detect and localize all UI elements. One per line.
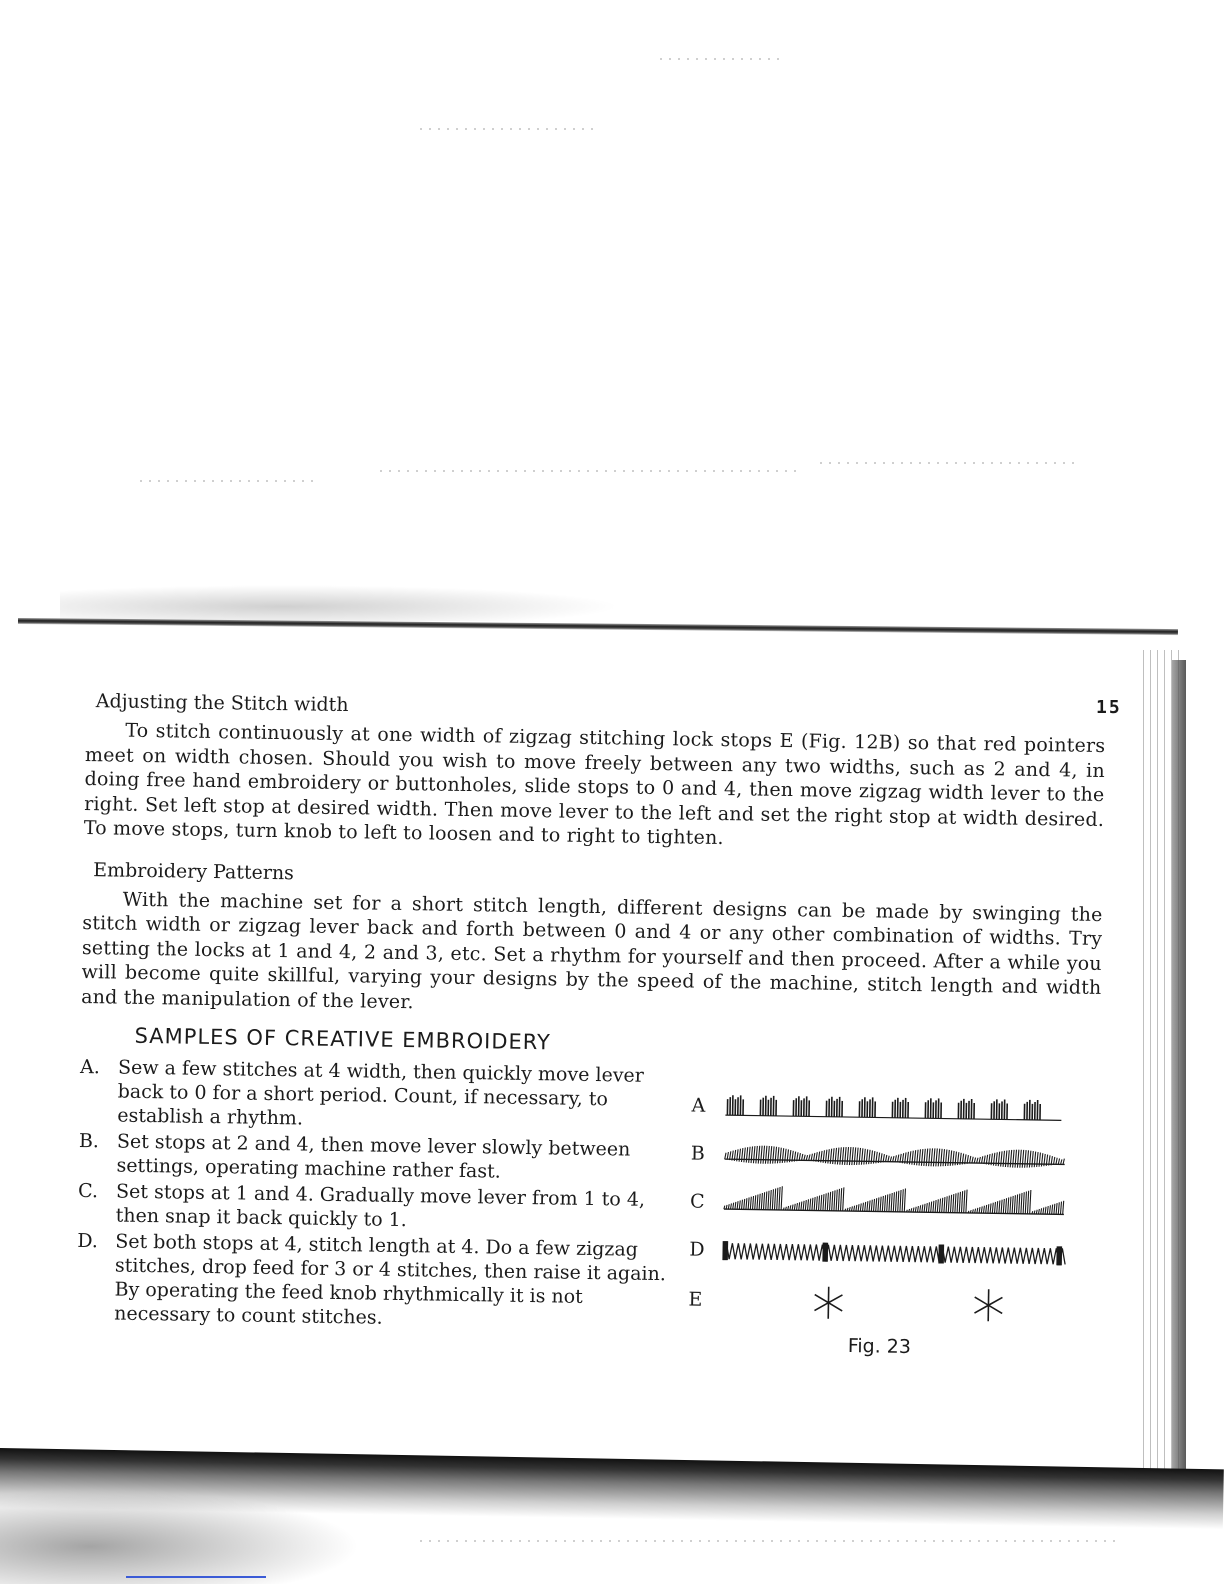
stitch-mark [917, 1150, 918, 1166]
stitch-mark [849, 1147, 850, 1165]
section-heading-embroidery-patterns: Embroidery Patterns [93, 858, 295, 884]
stitch-mark [1019, 1194, 1020, 1214]
stitch-mark [953, 1151, 954, 1166]
stitch-mark [823, 1194, 824, 1211]
stitch-mark [948, 1150, 949, 1166]
stitch-mark [929, 1148, 930, 1166]
stitch-mark [809, 1154, 810, 1160]
stitch-width-text: To stitch continuously at one width of zigzag stitching lock stops E (Fig. 12B) so that red pointers meet on width chosen. Should you wish to move freely between any two widths, such as 2 and 4, in doing free hand embroidery or buttonholes, slide stops to 0 and 4, then move zigzag width lever to the right. Set left stop at desired width. Then move lever to the left and set the right stop at width desired. To move stops, turn knob to left to loosen and to right to tighten. [83, 719, 1106, 850]
scan-speckle [420, 1540, 1120, 1542]
stitch-mark [1005, 1150, 1006, 1167]
stitch-mark [948, 1196, 949, 1213]
stitch-mark [744, 1199, 745, 1209]
stitch-mark [1058, 1202, 1059, 1214]
stitch-mark [922, 1205, 923, 1213]
stitch-mark [723, 1243, 1065, 1264]
stitch-mark [733, 1203, 734, 1210]
stitch-mark [959, 1192, 960, 1213]
stitch-mark [935, 1200, 936, 1212]
figure-row-d [689, 1229, 1080, 1275]
stitch-mark [761, 1146, 762, 1164]
stitch-mark [898, 1191, 899, 1212]
stitch-mark [828, 1303, 842, 1311]
stitch-mark [1017, 1150, 1018, 1168]
stitch-mark [1012, 1196, 1013, 1214]
stitch-mark [1045, 1207, 1046, 1214]
stitch-mark [880, 1197, 881, 1212]
stitch-mark [893, 1192, 894, 1212]
stitch-mark [804, 1155, 805, 1160]
stitch-mark [979, 1157, 980, 1163]
stitch-mark [731, 1203, 732, 1209]
blue-underline [126, 1576, 266, 1578]
stitch-mark [1029, 1151, 1030, 1168]
stitch-mark [921, 1149, 922, 1166]
stitch-mark [1020, 1150, 1021, 1168]
stitch-pattern-ramp [720, 1181, 1071, 1226]
stitch-mark [895, 1155, 896, 1162]
stitch-mark [936, 1148, 937, 1166]
figure-caption: Fig. 23 [847, 1335, 912, 1359]
stitch-mark [833, 1148, 834, 1164]
stitch-mark [739, 1200, 740, 1209]
section-heading-stitch-width: Adjusting the Stitch width [95, 690, 349, 717]
stitch-mark [1010, 1197, 1011, 1214]
stitch-mark [1021, 1193, 1022, 1214]
stitch-mark [777, 1147, 778, 1163]
stitch-mark [830, 1149, 831, 1164]
stitch-mark [957, 1193, 958, 1213]
stitch-mark [1056, 1158, 1057, 1165]
stitch-mark [990, 1203, 991, 1213]
stitch-mark [857, 1148, 858, 1165]
stitch-mark [753, 1146, 754, 1163]
stitch-mark [981, 1206, 982, 1213]
stitch-mark [1063, 1159, 1064, 1165]
stitch-mark [803, 1201, 804, 1211]
stitch-mark [943, 1149, 944, 1166]
stitch-mark [830, 1192, 831, 1211]
stitch-mark [779, 1187, 780, 1210]
stitch-mark [1043, 1207, 1044, 1214]
stitch-mark [929, 1202, 930, 1212]
stitch-mark [887, 1194, 888, 1211]
stitch-mark [1001, 1151, 1002, 1166]
stitch-mark [852, 1206, 853, 1211]
stitch-mark [988, 1297, 1002, 1305]
stitch-mark [832, 1191, 833, 1211]
stitch-pattern-swell [720, 1133, 1071, 1178]
stitch-mark [1013, 1150, 1014, 1168]
stitch-mark [977, 1208, 978, 1213]
stitch-mark [889, 1194, 890, 1212]
stitch-mark [1003, 1199, 1004, 1214]
stitch-mark [801, 1202, 802, 1211]
stitch-mark [902, 1189, 903, 1212]
stitch-mark [1063, 1201, 1064, 1215]
stitch-mark [756, 1146, 757, 1164]
stitch-mark [933, 1148, 934, 1166]
stitch-mark [931, 1148, 932, 1166]
stitch-mark [975, 1297, 989, 1305]
stitch-mark [986, 1205, 987, 1213]
figure-row-label: D [689, 1238, 705, 1261]
stitch-mark [941, 1149, 942, 1167]
stitch-mark [753, 1196, 754, 1210]
stitch-mark [1008, 1197, 1009, 1213]
stitch-mark [1001, 1200, 1002, 1214]
stitch-mark [814, 1303, 828, 1311]
stitch-mark [869, 1200, 870, 1211]
stitch-pattern-stars [718, 1279, 1069, 1328]
stitch-mark [834, 1190, 835, 1210]
stitch-mark [854, 1206, 855, 1211]
stitch-mark [801, 1154, 802, 1161]
list-item-text: Set stops at 1 and 4. Gradually move lever from 1 to 4, then snap it back quickly to 1. [115, 1180, 646, 1232]
stitch-mark [937, 1199, 938, 1212]
stitch-mark [859, 1148, 860, 1165]
stitch-mark [890, 1157, 891, 1162]
stitch-mark [842, 1147, 843, 1165]
stitch-mark [750, 1197, 751, 1210]
list-item [76, 1229, 667, 1334]
list-item-letter: A. [79, 1055, 101, 1079]
stitch-mark [749, 1147, 750, 1163]
stitch-mark [757, 1194, 758, 1209]
stitch-mark [1047, 1206, 1048, 1214]
stitch-pattern-blocks [721, 1085, 1072, 1130]
stitch-mark [924, 1204, 925, 1212]
stitch-mark [1003, 1151, 1004, 1167]
stitch-mark [918, 1206, 919, 1212]
stitch-mark [777, 1188, 778, 1210]
scan-speckle [420, 128, 600, 130]
stitch-mark [1014, 1195, 1015, 1213]
stitch-mark [781, 1186, 782, 1210]
page-number: 15 [1096, 697, 1122, 718]
stitch-mark [931, 1202, 932, 1213]
stitch-mark [861, 1148, 862, 1164]
page-right-edge-shadow [1172, 660, 1186, 1490]
stitch-mark [1037, 1152, 1038, 1167]
stitch-mark [966, 1190, 967, 1213]
stitch-mark [950, 1150, 951, 1165]
stitch-mark [885, 1195, 886, 1211]
samples-title: SAMPLES OF CREATIVE EMBROIDERY [134, 1023, 552, 1055]
stitch-mark [1049, 1205, 1050, 1214]
stitch-mark [759, 1194, 760, 1210]
stitch-mark [819, 1196, 820, 1211]
stitch-mark [999, 1200, 1000, 1213]
stitch-mark [942, 1198, 943, 1213]
list-item-letter: B. [78, 1129, 100, 1153]
stitch-mark [780, 1148, 781, 1164]
figure-row-label: B [690, 1142, 705, 1165]
stitch-mark [766, 1191, 767, 1209]
stitch-mark [900, 1190, 901, 1212]
page-bottom-smudge [0, 1490, 360, 1584]
stitch-mark [885, 1155, 886, 1162]
stitch-mark [977, 1158, 978, 1163]
figure-row-b [690, 1133, 1081, 1179]
stitch-mark [728, 1204, 729, 1209]
stitch-mark [871, 1200, 872, 1212]
stitch-mark [737, 1201, 738, 1209]
stitch-mark [1056, 1203, 1057, 1214]
list-item-letter: C. [77, 1179, 99, 1203]
figure-row-e [688, 1279, 1079, 1325]
stitch-mark [1054, 1204, 1055, 1215]
stitch-mark [1030, 1190, 1031, 1214]
stitch-mark [782, 1148, 783, 1163]
stitch-mark [847, 1147, 848, 1165]
stitch-mark [1025, 1191, 1026, 1213]
stitch-mark [812, 1198, 813, 1211]
stitch-mark [836, 1190, 837, 1211]
page-content [75, 690, 1106, 1391]
figure-row-label: A [691, 1094, 706, 1117]
scan-speckle [820, 462, 1080, 464]
stitch-mark [914, 1150, 915, 1165]
stitch-mark [964, 1190, 965, 1213]
stitch-mark [770, 1190, 771, 1210]
stitch-mark [763, 1146, 764, 1164]
stitch-mark [799, 1202, 800, 1210]
stitch-mark [938, 1149, 939, 1167]
stitch-mark [933, 1201, 934, 1213]
stitch-mark [866, 1149, 867, 1164]
stitch-pattern-zigzag [719, 1229, 1070, 1274]
stitch-mark [744, 1148, 745, 1163]
stitch-mark [961, 1191, 962, 1213]
list-item-text: Sew a few stitches at 4 width, then quickly move lever back to 0 for a short period. Count, if necessary, to establish a rhythm. [117, 1056, 645, 1130]
figure-row-c [690, 1181, 1081, 1227]
stitch-mark [854, 1147, 855, 1165]
embroidery-patterns-paragraph [81, 886, 1103, 1025]
stitch-mark [835, 1148, 836, 1164]
stitch-mark [865, 1202, 866, 1211]
stitch-mark [924, 1149, 925, 1166]
stitch-mark [953, 1194, 954, 1213]
stitch-mark [770, 1146, 771, 1164]
figure-23 [687, 1085, 1082, 1381]
stitch-mark [998, 1152, 999, 1167]
scan-speckle [140, 480, 320, 482]
stitch-mark [904, 1188, 905, 1211]
stitch-mark [1022, 1150, 1023, 1168]
sample-list [76, 1055, 670, 1336]
stitch-mark [751, 1146, 752, 1163]
stitch-mark [814, 1197, 815, 1210]
stitch-mark [845, 1147, 846, 1165]
stitch-mark [775, 1189, 776, 1210]
stitch-mark [725, 1153, 726, 1160]
stitch-mark [764, 1192, 765, 1209]
stitch-mark [955, 1193, 956, 1212]
stitch-mark [746, 1198, 747, 1209]
stitch-mark [891, 1193, 892, 1212]
stitch-mark [858, 1204, 859, 1211]
stitch-mark [1058, 1159, 1059, 1165]
stitch-mark [882, 1196, 883, 1212]
stitch-mark [768, 1191, 769, 1210]
stitch-mark [920, 1205, 921, 1212]
stitch-mark [983, 1206, 984, 1214]
stitch-mark [1060, 1202, 1061, 1215]
stitch-mark [988, 1305, 1002, 1313]
stitch-mark [772, 1189, 773, 1210]
stitch-mark [896, 1191, 897, 1211]
stitch-mark [840, 1147, 841, 1164]
stitch-mark [974, 1158, 975, 1163]
stitch-mark [852, 1147, 853, 1165]
stitch-mark [805, 1200, 806, 1210]
stitch-mark [876, 1198, 877, 1211]
stitch-mark [825, 1193, 826, 1210]
stitch-mark [806, 1155, 807, 1160]
stitch-mark [1010, 1150, 1011, 1167]
stitch-mark [808, 1199, 809, 1210]
stitch-mark [864, 1149, 865, 1165]
stitch-mark [838, 1189, 839, 1211]
stitch-mark [746, 1147, 747, 1162]
stitch-mark [1041, 1208, 1042, 1214]
stitch-mark [758, 1146, 759, 1164]
stitch-mark [972, 1157, 973, 1163]
stitch-mark [1015, 1150, 1016, 1168]
stitch-mark [1032, 1151, 1033, 1167]
list-item [79, 1055, 670, 1136]
stitch-mark [761, 1193, 762, 1210]
stitch-mark [1038, 1209, 1039, 1214]
stitch-mark [790, 1205, 791, 1210]
stitch-mark [837, 1148, 838, 1165]
stitch-mark [1005, 1198, 1006, 1213]
stitch-mark [843, 1187, 844, 1211]
stitch-mark [773, 1146, 774, 1163]
scan-speckle [660, 58, 780, 60]
figure-row-a [691, 1085, 1082, 1131]
stitch-mark [792, 1205, 793, 1211]
list-item-text: Set stops at 2 and 4, then move lever slowly between settings, operating machine rather fast. [116, 1130, 631, 1183]
stitch-mark [1008, 1150, 1009, 1167]
stitch-width-paragraph [84, 718, 1106, 857]
list-item [78, 1129, 669, 1186]
stitch-mark [742, 1200, 743, 1210]
list-item-text: Set both stops at 4, stitch length at 4. Do a few zigzag stitches, drop feed for 3 or 4 stitches, then raise it again. By operating the feed knob rhythmically it is not necessary to count stitches. [114, 1230, 667, 1329]
stitch-mark [816, 1196, 817, 1210]
figure-row-label: E [688, 1288, 703, 1311]
stitch-mark [944, 1197, 945, 1212]
stitch-mark [856, 1205, 857, 1211]
stitch-mark [860, 1203, 861, 1211]
stitch-mark [1027, 1191, 1028, 1214]
list-item [78, 1179, 669, 1236]
stitch-mark [735, 1202, 736, 1209]
stitch-mark [821, 1195, 822, 1211]
stitch-mark [878, 1197, 879, 1211]
stitch-mark [997, 1201, 998, 1213]
scan-speckle [380, 470, 800, 472]
stitch-mark [888, 1156, 889, 1162]
stitch-mark [1034, 1152, 1035, 1168]
stitch-mark [919, 1149, 920, 1165]
stitch-mark [1027, 1150, 1028, 1167]
stitch-mark [939, 1199, 940, 1213]
stitch-mark [748, 1197, 749, 1209]
stitch-mark [988, 1204, 989, 1213]
stitch-mark [945, 1149, 946, 1166]
stitch-mark [755, 1195, 756, 1209]
stitch-mark [1023, 1192, 1024, 1214]
stitch-mark [913, 1208, 914, 1213]
stitch-mark [827, 1193, 828, 1211]
stitch-mark [867, 1201, 868, 1211]
samples-block [75, 1055, 1100, 1391]
stitch-mark [926, 1149, 927, 1167]
stitch-mark [1016, 1194, 1017, 1213]
stitch-mark [765, 1146, 766, 1164]
stitch-mark [994, 1202, 995, 1213]
stitch-mark [979, 1207, 980, 1213]
stitch-mark [768, 1146, 769, 1164]
stitch-mark [775, 1147, 776, 1164]
embroidery-patterns-text: With the machine set for a short stitch length, different designs can be made by swinging the stitch width or zigzag lever back and forth between 0 and 4 or any other combination of widths. Try setting the locks at 1 and 4, 2 and 3, etc. Set a rhythm for yourself and then proceed. After a while you will become quite skillful, varying your designs by the speed of the machine, stitch length and width and the manipulation of the lever. [81, 888, 1103, 1013]
stitch-mark [1052, 1204, 1053, 1214]
list-item-letter: D. [77, 1229, 99, 1253]
stitch-mark [915, 1207, 916, 1212]
stitch-mark [974, 1305, 988, 1313]
stitch-mark [946, 1196, 947, 1212]
stitch-mark [797, 1203, 798, 1210]
stitch-mark [950, 1195, 951, 1213]
stitch-mark [926, 1203, 927, 1212]
stitch-mark [975, 1209, 976, 1213]
stitch-mark [863, 1203, 864, 1212]
stitch-mark [811, 1154, 812, 1161]
figure-row-label: C [689, 1190, 705, 1213]
stitch-mark [1061, 1159, 1062, 1164]
stitch-mark [992, 1203, 993, 1214]
stitch-mark [841, 1188, 842, 1211]
stitch-mark [874, 1199, 875, 1212]
page-top-smudge [60, 585, 620, 621]
stitch-mark [828, 1295, 842, 1303]
stitch-mark [810, 1199, 811, 1211]
stitch-mark [815, 1295, 829, 1303]
stitch-mark [893, 1156, 894, 1162]
stitch-mark [794, 1204, 795, 1210]
stitch-mark [1025, 1150, 1026, 1168]
